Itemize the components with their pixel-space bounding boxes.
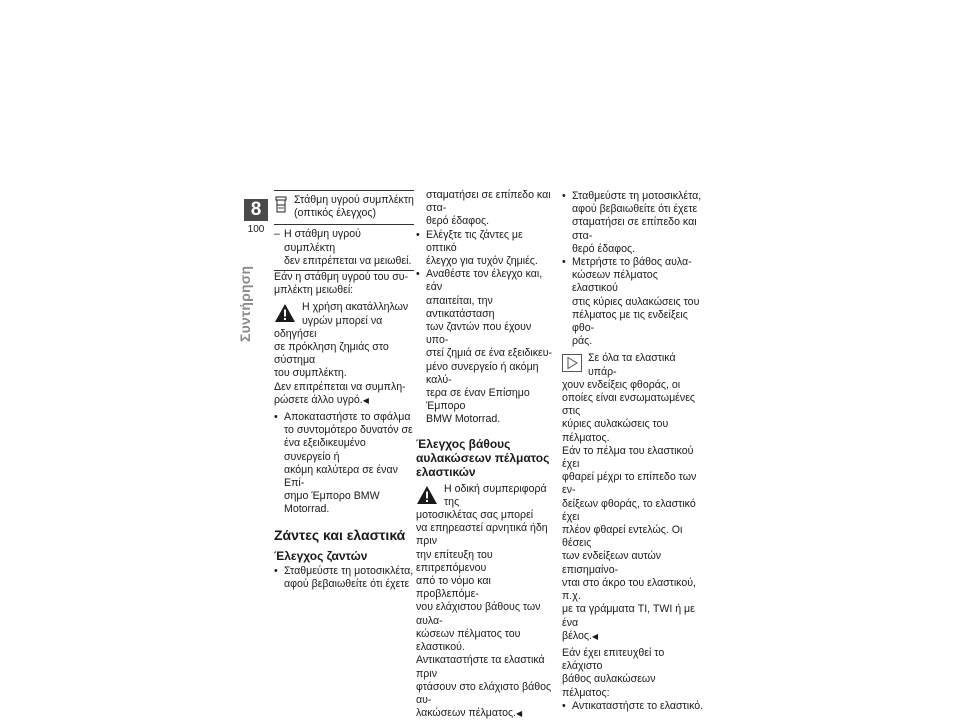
fluid-reservoir-icon: [274, 196, 288, 214]
warning-line: Αντικαταστήστε τα ελαστικά πριν: [416, 654, 545, 680]
paragraph-line: μπλέκτη μειωθεί:: [274, 284, 354, 297]
heading-line: Έλεγχος βάθους: [416, 436, 511, 451]
note-line: χουν ενδείξεις φθοράς, οι: [562, 378, 681, 391]
note-line: νται στο άκρο του ελαστικού, π.χ.: [562, 576, 696, 603]
note-line: Εάν το πέλμα του ελαστικού έχει: [562, 444, 694, 471]
warning-line: λακώσεων πέλματος.◀: [416, 707, 523, 720]
warning-line: από το νόμο και προβλεπόμε-: [416, 575, 491, 601]
list-line: σταματήσει σε επίπεδο και στα-: [572, 216, 697, 242]
list-line: • Αναθέστε τον έλεγχο και, εάν: [426, 268, 543, 294]
paragraph-line: Εάν η στάθμη υγρού του συ-: [274, 271, 409, 284]
section-heading: Ζάντες και ελαστικά: [274, 526, 406, 543]
list-item: [562, 700, 704, 713]
list-line: έλεγχο για τυχόν ζημιές.: [426, 255, 538, 268]
warning-block: [274, 301, 414, 407]
note-line: με τα γράμματα TI, TWI ή με ένα: [562, 603, 695, 629]
list-line: απαιτείται, την αντικατάσταση: [426, 294, 495, 320]
end-mark-icon: ◀: [516, 709, 523, 719]
list-line: πέλματος με τις ενδείξεις φθο-: [572, 308, 688, 335]
warning-line: φτάσουν στο ελάχιστο βάθος αυ-: [416, 680, 552, 706]
warning-line: του συμπλέκτη.: [274, 367, 347, 380]
indicator-line: (οπτικός έλεγχος): [294, 207, 377, 220]
warning-line: μοτοσικλέτας σας μπορεί: [416, 509, 534, 522]
note-line: βέλος.◀: [562, 629, 599, 642]
heading-line: αυλακώσεων πέλματος: [416, 450, 550, 465]
note-line: Σε όλα τα ελαστικά υπάρ-: [588, 352, 676, 378]
note-line: πλέον φθαρεί εντελώς. Οι θέσεις: [562, 524, 683, 550]
column-1: [274, 190, 414, 591]
list-line: • Αποκαταστήστε το σφάλμα: [284, 411, 411, 424]
list-continuation: σταματήσει σε επίπεδο και στα-: [426, 189, 551, 215]
column-3: [562, 190, 704, 713]
clutch-fluid-indicator-block: [274, 190, 414, 220]
paragraph-line: Εάν έχει επιτευχθεί το ελάχιστο: [562, 646, 665, 673]
note-block: [562, 352, 704, 642]
section-title-text: Συντήρηση: [237, 265, 253, 342]
list-line: θερό έδαφος.: [572, 242, 636, 255]
list-item: [416, 268, 556, 426]
warning-icon: [416, 485, 438, 505]
warning-line: κώσεων πέλματος του ελαστικού.: [416, 627, 521, 654]
list-item: [562, 256, 704, 348]
list-line: • Ελέγξτε τις ζάντες με οπτικό: [426, 228, 523, 254]
chapter-number: 8: [244, 199, 268, 221]
list-line: BMW Motorrad.: [426, 413, 501, 426]
list-line: αφού βεβαιωθείτε ότι έχετε: [572, 203, 698, 216]
subsection-heading: Έλεγχος ζαντών: [274, 548, 368, 563]
paragraph: [562, 647, 704, 700]
dash-line: – Η στάθμη υγρού συμπλέκτη: [284, 228, 361, 254]
warning-line: υγρών μπορεί να οδηγήσει: [274, 314, 383, 340]
note-line: φθαρεί μέχρι το επίπεδο των εν-: [562, 471, 697, 497]
page-number: 100: [247, 224, 265, 235]
warning-line: την επίτευξη του επιτρεπόμενου: [416, 548, 493, 574]
note-line: κύριες αυλακώσεις του πέλματος.: [562, 418, 669, 444]
list-item: [274, 565, 414, 591]
list-line: • Αντικαταστήστε το ελαστικό.: [572, 699, 704, 712]
warning-line: σε πρόκληση ζημιάς στο σύστημα: [274, 341, 389, 367]
warning-line: Η οδική συμπεριφορά της: [444, 482, 547, 508]
list-line: • Σταθμεύστε τη μοτοσικλέτα,: [572, 190, 702, 202]
list-line: στεί ζημιά σε ένα εξειδικευ-: [426, 347, 553, 360]
note-line: δείξεων φθοράς, το ελαστικό έχει: [562, 497, 696, 523]
section-title: [237, 265, 253, 352]
list-line: ράς.: [572, 335, 593, 348]
warning-block: [416, 483, 556, 720]
warning-line: ρώσετε άλλο υγρό.◀: [274, 393, 369, 406]
list-line: μένο συνεργείο ή ακόμη καλύ-: [426, 360, 539, 386]
list-line: ακόμη καλύτερα σε έναν Επί-: [284, 463, 398, 490]
dash-line: δεν επιτρέπεται να μειωθεί.: [284, 254, 412, 267]
note-line: οποίες είναι ενσωματωμένες στις: [562, 392, 696, 418]
warning-line: να επηρεαστεί αρνητικά ήδη πριν: [416, 522, 548, 548]
list-line: σημο Έμπορο BMW Motorrad.: [284, 490, 380, 516]
list-line: στις κύριες αυλακώσεις του: [572, 295, 700, 308]
end-mark-icon: ◀: [362, 395, 369, 405]
list-continuation: θερό έδαφος.: [426, 215, 490, 228]
list-item: [562, 190, 704, 256]
subsection-heading: [416, 437, 556, 479]
list-line: τερα σε έναν Επίσημο Έμπορο: [426, 387, 530, 413]
list-item: [416, 229, 556, 269]
list-line: κώσεων πέλματος ελαστικού: [572, 269, 658, 295]
clutch-fluid-rule-block: [274, 224, 414, 268]
column-2: [416, 189, 556, 720]
list-line: • Μετρήστε το βάθος αυλα-: [572, 256, 692, 269]
list-line: των ζαντών που έχουν υπο-: [426, 321, 532, 347]
indicator-line: Στάθμη υγρού συμπλέκτη: [294, 194, 414, 206]
warning-line: Η χρήση ακατάλληλων: [302, 301, 409, 314]
note-icon: [562, 354, 582, 372]
list-line: το συντομότερο δυνατόν σε: [284, 424, 413, 437]
list-line: • Σταθμεύστε τη μοτοσικλέτα,: [284, 564, 414, 577]
heading-line: ελαστικών: [416, 464, 476, 479]
warning-line: Δεν επιτρέπεται να συμπλη-: [274, 380, 406, 393]
warning-line: νου ελάχιστου βάθους των αυλα-: [416, 601, 541, 627]
warning-icon: [274, 303, 296, 323]
list-line: αφού βεβαιωθείτε ότι έχετε: [284, 577, 410, 590]
dash-item: [274, 228, 414, 268]
end-mark-icon: ◀: [591, 631, 599, 641]
note-line: των ενδείξεων αυτών επισημαίνο-: [562, 550, 662, 576]
paragraph-line: βάθος αυλακώσεων πέλματος:: [562, 673, 656, 699]
list-item: [274, 411, 414, 517]
list-line: ένα εξειδικευμένο συνεργείο ή: [284, 437, 366, 463]
